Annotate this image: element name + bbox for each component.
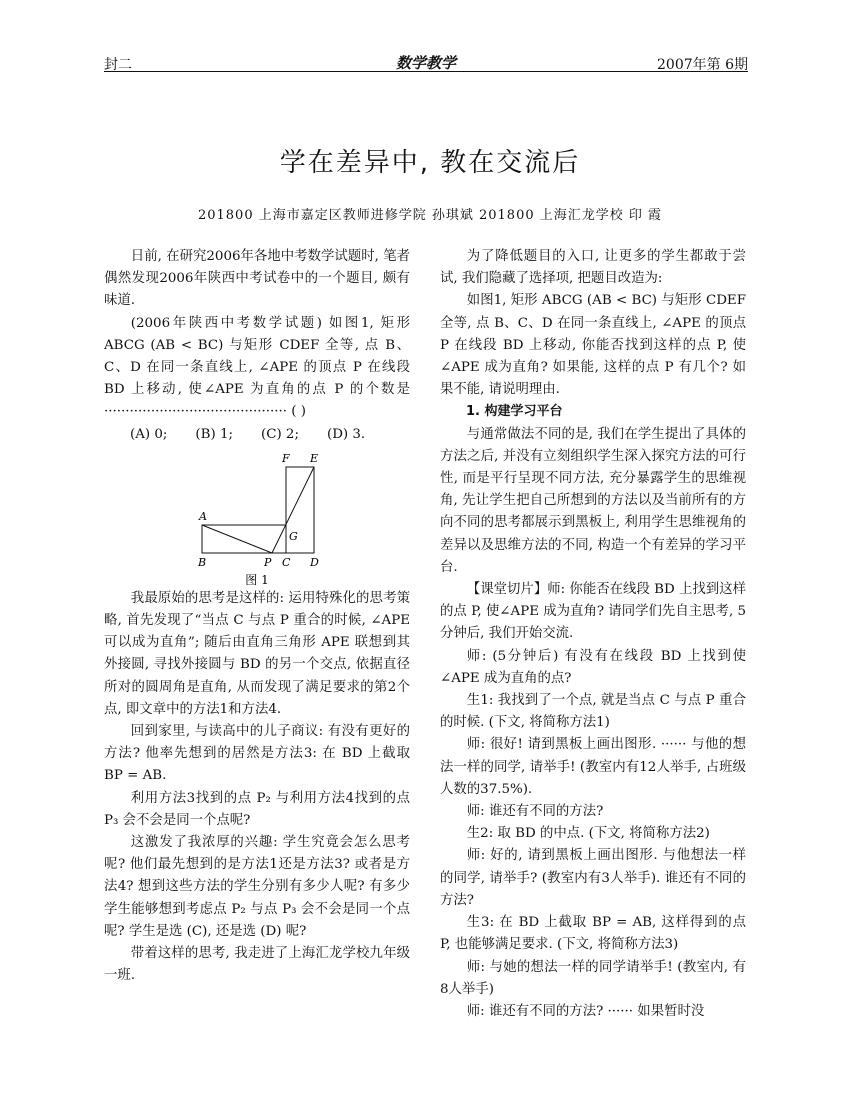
label-b: B [198, 555, 207, 569]
paragraph: 生3: 在 BD 上截取 BP = AB, 这样得到的点 P, 也能够满足要求. (下文, 将简称方法3) [440, 915, 746, 953]
choice-a: (A) 0; [130, 426, 168, 442]
right-column [440, 246, 746, 1023]
label-c: C [282, 555, 291, 569]
figure-1 [104, 448, 410, 588]
label-a: A [199, 509, 207, 523]
paragraph: 回到家里, 与读高中的儿子商议: 有没有更好的方法? 他率先想到的居然是方法3: 在 BD 上截取 BP = AB. [104, 724, 410, 784]
rectangle-abcg [202, 525, 286, 553]
choice-d: (D) 3. [326, 426, 366, 442]
figure-caption: 图 1 [245, 572, 269, 587]
section-heading: 1. 构建学习平台 [466, 404, 563, 420]
paragraph: 这激发了我浓厚的兴趣: 学生究竟会怎么思考呢? 他们最先想到的是方法1还是方法3? 或者是方法4? 想到这些方法的学生分别有多少人呢? 有多少学生能够想到考虑点 P₂ 与点 P₃ 会不会是同一个点呢? 学生是选 (C), 还是选 (D) 呢? [104, 835, 410, 939]
paragraph: 生1: 我找到了一个点, 就是当点 C 与点 P 重合的时候. (下文, 将简称方法1) [440, 693, 746, 731]
paragraph: 日前, 在研究2006年各地中考数学试题时, 笔者偶然发现2006年陕西中考试卷中的一个题目, 颇有味道. [104, 249, 410, 309]
paragraph: 师: 谁还有不同的方法? [466, 804, 604, 820]
label-p: P [264, 555, 272, 569]
choice-b: (B) 1; [195, 426, 233, 442]
label-g: G [289, 529, 298, 543]
paragraph: 利用方法3找到的点 P₂ 与利用方法4找到的点 P₃ 会不会是同一个点呢? [104, 790, 410, 828]
paragraph: 师: 与她的想法一样的同学请举手! (教室内, 有8人举手) [440, 959, 746, 997]
label-d: D [310, 555, 319, 569]
segment-ap [202, 525, 272, 553]
paragraph: 师: 好的, 请到黑板上画出图形. 与他想法一样的同学, 请举手? (教室内有3人举手). 谁还有不同的方法? [440, 848, 746, 908]
article-authors: 201800 上海市嘉定区教师进修学院 孙琪斌 201800 上海汇龙学校 印 霞 [197, 208, 663, 223]
geometry-figure [104, 448, 410, 588]
paragraph: 我最原始的思考是这样的: 运用特殊化的思考策略, 首先发现了“当点 C 与点 P 重合的时候, ∠APE 可以成为直角”; 随后由直角三角形 APE 联想到其外接圆, 寻找外接圆与 BD 的另一个交点, 依据直径所对的圆周角是直角, 从而发现了满足要求的第2个点, 即文章中的方法1和方法4. [104, 590, 410, 717]
paragraph: 师: 谁还有不同的方法? ······ 如果暂时没 [466, 1003, 705, 1019]
problem-statement: (2006年陕西中考数学试题) 如图1, 矩形 ABCG (AB < BC) 与矩形 CDEF 全等, 点 B、C、D 在同一条直线上, ∠APE 的顶点 P 在线段 BD 上移动, 使∠APE 为直角的点 P 的个数是 ··········································· ( ) [104, 315, 410, 420]
left-column [104, 246, 410, 987]
paragraph: 师: (5分钟后) 有没有在线段 BD 上找到使∠APE 成为直角的点? [440, 648, 746, 686]
paragraph: 【课堂切片】师: 你能否在线段 BD 上找到这样的点 P, 使∠APE 成为直角? 请同学们先自主思考, 5分钟后, 我们开始交流. [440, 582, 746, 642]
label-f: F [282, 451, 290, 465]
paragraph: 带着这样的思考, 我走进了上海汇龙学校九年级一班. [104, 946, 410, 984]
paragraph: 为了降低题目的入口, 让更多的学生都敢于尝试, 我们隐藏了选择项, 把题目改造为: [440, 249, 746, 287]
issue-label: 2007年第 6期 [657, 57, 748, 73]
header-left: 封二 [104, 57, 132, 73]
paragraph: 生2: 取 BD 的中点. (下文, 将简称方法2) [466, 826, 710, 842]
choice-c: (C) 2; [260, 426, 299, 442]
article-title: 学在差异中, 教在交流后 [279, 148, 581, 178]
answer-choices [104, 424, 410, 446]
paragraph: 师: 很好! 请到黑板上画出图形. ······ 与他的想法一样的同学, 请举手! (教室内有12人举手, 占班级人数的37.5%). [440, 737, 746, 797]
header-rule [104, 71, 748, 72]
journal-name: 数学教学 [395, 54, 456, 72]
label-e: E [310, 451, 319, 465]
modified-problem: 如图1, 矩形 ABCG (AB < BC) 与矩形 CDEF 全等, 点 B、C、D 在同一条直线上, ∠APE 的顶点 P 在线段 BD 上移动, 你能否找到这样的点 P, 使∠APE 成为直角? 如果能, 这样的点 P 有几个? 如果不能, 请说明理由. [440, 293, 746, 398]
paragraph: 与通常做法不同的是, 我们在学生提出了具体的方法之后, 并没有立刻组织学生深入探究方法的可行性, 而是平行呈现不同方法, 充分暴露学生的思维视角, 先让学生把自己所想到的方法以及当前所有的方向不同的思考都展示到黑板上, 利用学生思维视角的差异以及思维方法的不同, 构造一个有差异的学习平台. [440, 426, 746, 575]
